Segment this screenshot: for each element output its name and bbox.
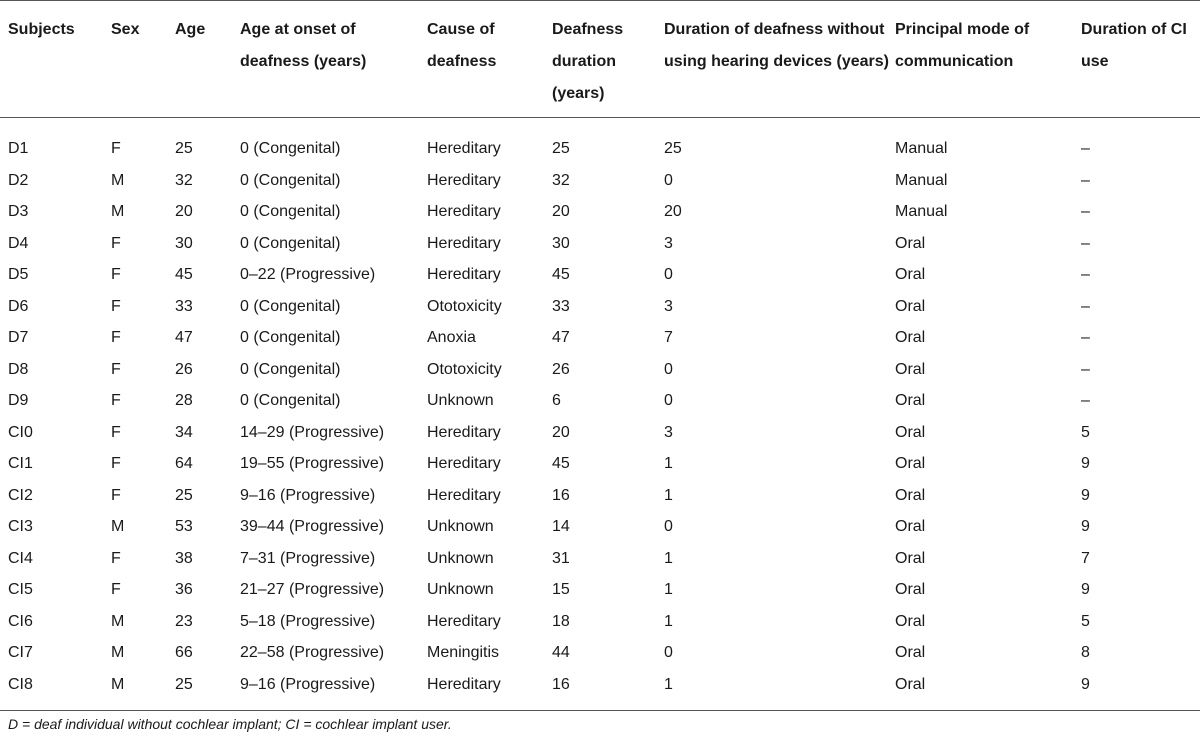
table-cell: D6 [8, 297, 29, 315]
table-cell: 0 (Congenital) [240, 297, 341, 315]
table-cell: F [111, 360, 121, 378]
table-row [0, 669, 1200, 711]
table-cell: D8 [8, 360, 29, 378]
table-cell: 25 [664, 140, 682, 157]
table-cell: Anoxia [427, 329, 476, 346]
table-cell: 25 [175, 675, 193, 693]
column-header: Principal mode of communication [895, 21, 1030, 70]
column-header: Duration of CI use [1081, 21, 1187, 70]
table-cell: CI5 [8, 581, 33, 598]
table-cell: 38 [175, 549, 193, 567]
table-cell: 0 (Congenital) [240, 140, 341, 157]
table-cell: Oral [895, 455, 926, 472]
table-cell: Oral [895, 329, 926, 346]
table-cell: 1 [664, 486, 673, 504]
table-cell: – [1081, 171, 1090, 189]
table-cell: Oral [895, 644, 926, 661]
table-cell: 1 [664, 612, 673, 630]
table-cell: Manual [895, 203, 948, 220]
table-cell: 22–58 (Progressive) [240, 644, 385, 661]
table-cell: 0 [664, 360, 673, 378]
table-cell: F [111, 329, 121, 346]
table-cell: 3 [664, 423, 673, 441]
table-cell: 3 [664, 297, 673, 315]
table-cell: 0 (Congenital) [240, 171, 341, 189]
table-cell: Manual [895, 171, 948, 189]
table-cell: Oral [895, 675, 926, 693]
table-cell: – [1081, 234, 1090, 252]
table-cell: Hereditary [427, 455, 501, 472]
table-cell: Oral [895, 392, 926, 409]
table-cell: D1 [8, 140, 29, 157]
table-row [0, 196, 1200, 228]
table-cell: Oral [895, 360, 926, 378]
table-cell: 0 (Congenital) [240, 329, 341, 346]
table-cell: 20 [552, 423, 570, 441]
table-row [0, 291, 1200, 323]
table-cell: 39–44 (Progressive) [240, 518, 385, 535]
table-cell: 15 [552, 581, 570, 598]
table-cell: F [111, 297, 121, 315]
table-cell: 0 (Congenital) [240, 234, 341, 252]
table-cell: 20 [175, 203, 193, 220]
table-cell: 1 [664, 581, 673, 598]
table-row [0, 165, 1200, 197]
table-cell: Oral [895, 297, 926, 315]
table-cell: 34 [175, 423, 193, 441]
table-cell: D9 [8, 392, 29, 409]
table-cell: 47 [552, 329, 570, 346]
table-cell: D2 [8, 171, 29, 189]
table-cell: 53 [175, 518, 193, 535]
table-cell: Unknown [427, 392, 494, 409]
table-cell: 0 [664, 392, 673, 409]
table-cell: M [111, 675, 125, 693]
table-cell: 9 [1081, 486, 1090, 504]
table-cell: 19–55 (Progressive) [240, 455, 385, 472]
table-cell: 44 [552, 644, 570, 661]
table-cell: Hereditary [427, 203, 501, 220]
table-cell: 7–31 (Progressive) [240, 549, 376, 567]
table-cell: Hereditary [427, 486, 501, 504]
table-cell: F [111, 549, 121, 567]
table-cell: 0 (Congenital) [240, 203, 341, 220]
table-cell: Oral [895, 266, 926, 283]
table-cell: – [1081, 392, 1090, 409]
table-cell: 32 [552, 171, 570, 189]
table-cell: CI4 [8, 549, 33, 567]
table-cell: 3 [664, 234, 673, 252]
table-row [0, 259, 1200, 291]
table-cell: F [111, 140, 121, 157]
column-header: Subjects [8, 21, 75, 38]
column-header: Age at onset of deafness (years) [240, 21, 367, 70]
table-cell: 25 [175, 486, 193, 504]
table-cell: M [111, 644, 125, 661]
column-header: Duration of deafness without using hearing devices (years) [664, 21, 889, 70]
table-cell: 9–16 (Progressive) [240, 486, 376, 504]
table-row [0, 118, 1200, 165]
table-cell: M [111, 518, 125, 535]
table-cell: 0 [664, 518, 673, 535]
table-cell: 9 [1081, 518, 1090, 535]
table-cell: Hereditary [427, 423, 501, 441]
table-cell: 14 [552, 518, 570, 535]
table-cell: 32 [175, 171, 193, 189]
table-cell: 1 [664, 675, 673, 693]
table-cell: 20 [552, 203, 570, 220]
table-cell: 7 [664, 329, 673, 346]
table-cell: Hereditary [427, 675, 501, 693]
table-cell: – [1081, 297, 1090, 315]
table-cell: Unknown [427, 518, 494, 535]
table-cell: CI6 [8, 612, 33, 630]
table-cell: Oral [895, 518, 926, 535]
table-cell: CI7 [8, 644, 33, 661]
table-cell: F [111, 392, 121, 409]
table-cell: 9 [1081, 581, 1090, 598]
table-cell: 64 [175, 455, 193, 472]
table-cell: Ototoxicity [427, 360, 502, 378]
table-cell: Hereditary [427, 266, 501, 283]
table-cell: 25 [552, 140, 570, 157]
table-row [0, 322, 1200, 354]
table-cell: CI8 [8, 675, 33, 693]
table-cell: 28 [175, 392, 193, 409]
table-cell: CI2 [8, 486, 33, 504]
table-row [0, 543, 1200, 575]
table-cell: Oral [895, 612, 926, 630]
table-cell: 1 [664, 549, 673, 567]
table-cell: – [1081, 266, 1090, 283]
table-cell: 0 [664, 266, 673, 283]
table-cell: M [111, 171, 125, 189]
table-cell: Unknown [427, 549, 494, 567]
table-cell: 0 (Congenital) [240, 360, 341, 378]
table-cell: CI3 [8, 518, 33, 535]
table-cell: 9–16 (Progressive) [240, 675, 376, 693]
column-header: Age [175, 21, 206, 38]
table-cell: 33 [175, 297, 193, 315]
table-row [0, 228, 1200, 260]
table-cell: D7 [8, 329, 29, 346]
table-cell: 25 [175, 140, 193, 157]
table-cell: 14–29 (Progressive) [240, 423, 385, 441]
table-cell: 0–22 (Progressive) [240, 266, 376, 283]
table-cell: 0 [664, 171, 673, 189]
table-cell: 8 [1081, 644, 1090, 661]
table-cell: 16 [552, 486, 570, 504]
table-row [0, 354, 1200, 386]
table-cell: Manual [895, 140, 948, 157]
table-row [0, 606, 1200, 638]
table-row [0, 448, 1200, 480]
table-row [0, 417, 1200, 449]
table-cell: 20 [664, 203, 682, 220]
table-cell: 5–18 (Progressive) [240, 612, 376, 630]
table-cell: Meningitis [427, 644, 500, 661]
table-header [0, 1, 1200, 118]
table-cell: 0 (Congenital) [240, 392, 341, 409]
table-cell: D5 [8, 266, 29, 283]
table-cell: CI1 [8, 455, 33, 472]
table-cell: 36 [175, 581, 193, 598]
table-row [0, 480, 1200, 512]
table-cell: CI0 [8, 423, 33, 441]
table-cell: F [111, 455, 121, 472]
table-cell: Oral [895, 423, 926, 441]
table-cell: Hereditary [427, 612, 501, 630]
table-body [0, 118, 1200, 711]
table-row [0, 574, 1200, 606]
table-cell: 6 [552, 392, 561, 409]
table-cell: – [1081, 360, 1090, 378]
table-cell: F [111, 423, 121, 441]
table-row [0, 637, 1200, 669]
table-cell: 30 [175, 234, 193, 252]
table-cell: D3 [8, 203, 29, 220]
table-cell: 47 [175, 329, 193, 346]
table-cell: 66 [175, 644, 193, 661]
table-cell: F [111, 234, 121, 252]
table-cell: 9 [1081, 675, 1090, 693]
table-cell: M [111, 203, 125, 220]
table-cell: 45 [552, 455, 570, 472]
table-cell: F [111, 486, 121, 504]
table-cell: 45 [175, 266, 193, 283]
table-cell: Hereditary [427, 234, 501, 252]
table-cell: M [111, 612, 125, 630]
table-cell: 7 [1081, 549, 1090, 567]
column-header: Cause of deafness [427, 21, 497, 70]
table-cell: Oral [895, 549, 926, 567]
table-cell: Ototoxicity [427, 297, 502, 315]
table-cell: D4 [8, 234, 29, 252]
table-cell: Hereditary [427, 140, 501, 157]
table-cell: 33 [552, 297, 570, 315]
table-cell: 18 [552, 612, 570, 630]
table-footnote: D = deaf individual without cochlear implant; CI = cochlear implant user. [8, 716, 452, 732]
table-cell: – [1081, 203, 1090, 220]
table-cell: F [111, 266, 121, 283]
table-cell: – [1081, 140, 1090, 157]
table-cell: 5 [1081, 423, 1090, 441]
table-cell: 9 [1081, 455, 1090, 472]
table-cell: 1 [664, 455, 673, 472]
table-cell: Oral [895, 234, 926, 252]
table-cell: 30 [552, 234, 570, 252]
column-header: Sex [111, 21, 140, 38]
table-row [0, 385, 1200, 417]
table-cell: Oral [895, 486, 926, 504]
header-row [0, 1, 1200, 118]
table-cell: 16 [552, 675, 570, 693]
table-cell: Unknown [427, 581, 494, 598]
table-cell: 45 [552, 266, 570, 283]
table-cell: 5 [1081, 612, 1090, 630]
table-cell: 26 [552, 360, 570, 378]
table-cell: – [1081, 329, 1090, 346]
table-cell: Oral [895, 581, 926, 598]
table-cell: F [111, 581, 121, 598]
table-cell: 26 [175, 360, 193, 378]
table-cell: 31 [552, 549, 570, 567]
table-cell: Hereditary [427, 171, 501, 189]
column-header: Deafness duration (years) [552, 21, 624, 102]
table-cell: 0 [664, 644, 673, 661]
table-cell: 23 [175, 612, 193, 630]
table-row [0, 511, 1200, 543]
table-cell: 21–27 (Progressive) [240, 581, 385, 598]
